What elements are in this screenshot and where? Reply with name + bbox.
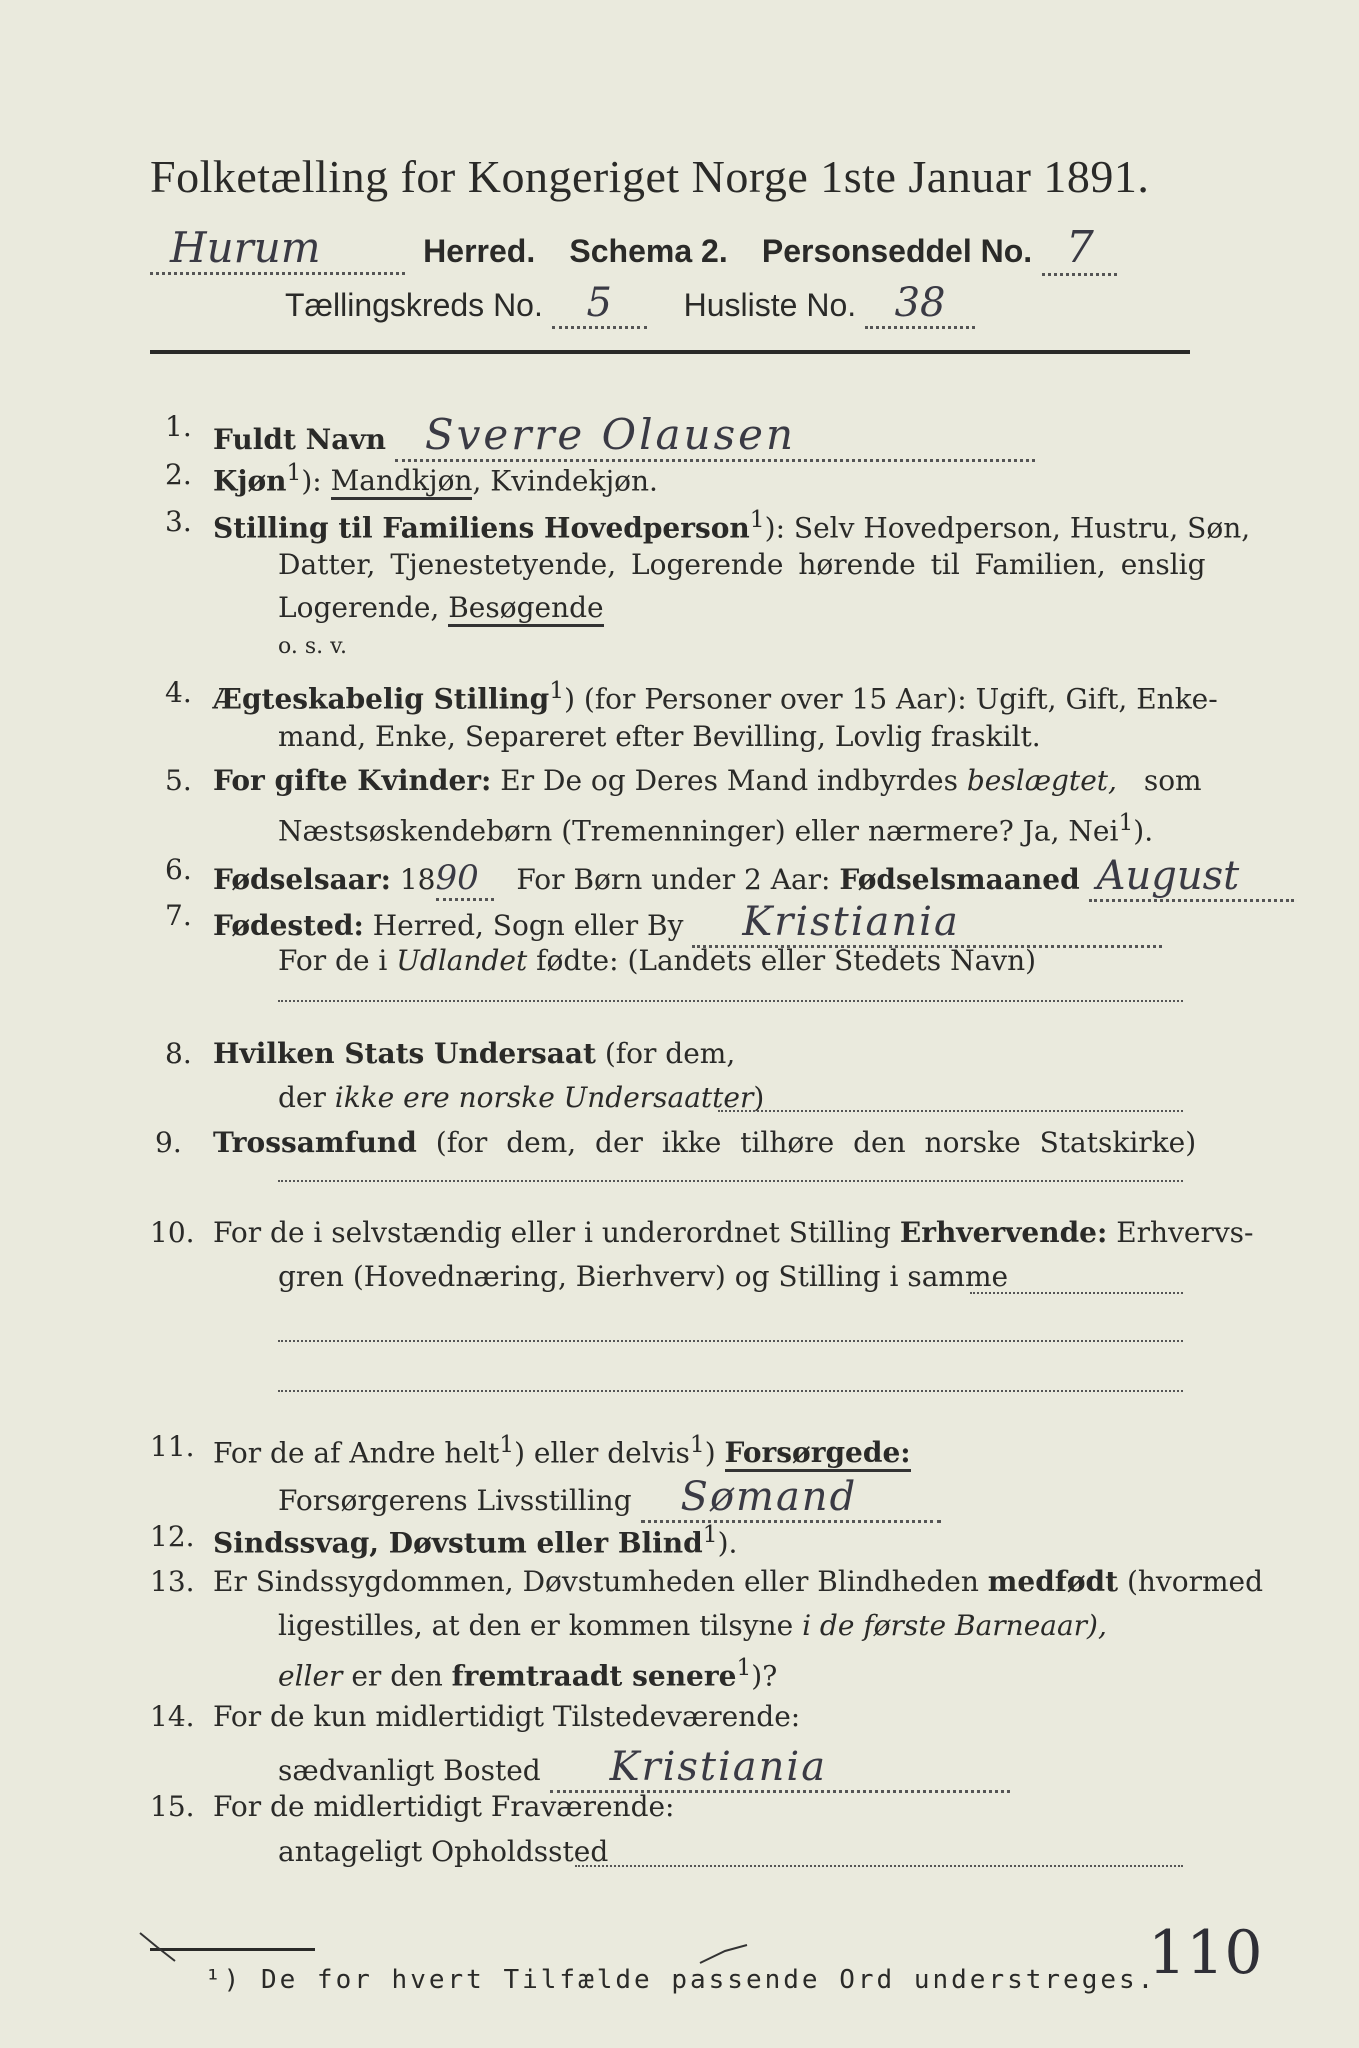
- item-number: 6.: [165, 853, 192, 886]
- q8-citizenship: Hvilken Stats Undersaat (for dem,: [213, 1037, 736, 1070]
- q3-family-position: Stilling til Familiens Hovedperson$^1$): Selv Hovedperson, Hustru, Søn,: [213, 505, 1251, 545]
- gender-selected: Mandkjøn: [331, 464, 473, 500]
- blank-line: [278, 1390, 1183, 1392]
- q5-married-women: For gifte Kvinder: Er De og Deres Mand indbyrdes beslægtet, som: [213, 764, 1202, 797]
- kreds-label: Tællingskreds No.: [285, 287, 543, 323]
- birthplace-value: Kristiania: [742, 899, 960, 945]
- blank-line: [575, 1865, 1183, 1867]
- schema-label: Schema 2.: [569, 233, 728, 269]
- blank-line: [970, 1292, 1183, 1294]
- item-number: 15.: [150, 1790, 195, 1823]
- blank-line: [278, 1000, 1183, 1002]
- pen-mark-icon: [695, 1935, 755, 1970]
- blank-line: [718, 1110, 1183, 1112]
- item-number: 14.: [150, 1700, 195, 1733]
- kreds-value: 5: [586, 280, 612, 326]
- supporter-occupation-value: Sømand: [680, 1474, 858, 1520]
- herred-value: Hurum: [170, 223, 321, 272]
- item-number: 9.: [155, 1126, 182, 1159]
- q6-birth-year: Fødselsaar: 1890 For Børn under 2 Aar: Fødselsmaaned August: [213, 853, 1294, 902]
- q14-temporary-present: For de kun midlertidigt Tilstedeværende:: [213, 1700, 801, 1733]
- item-number: 3.: [165, 505, 192, 538]
- item-number: 8.: [165, 1037, 192, 1070]
- personseddel-label: Personseddel No.: [761, 233, 1033, 269]
- header-row-2: [285, 280, 975, 329]
- husliste-label: Husliste No.: [683, 287, 857, 323]
- q2-gender: Kjøn$^1$): Mandkjøn, Kvindekjøn.: [213, 458, 658, 497]
- blank-line: [278, 1180, 1183, 1182]
- item-number: 4.: [165, 676, 192, 709]
- item-number: 12.: [150, 1520, 195, 1553]
- q15-temporary-absent: For de midlertidigt Fraværende:: [213, 1790, 675, 1823]
- usual-residence-value: Kristiania: [609, 1744, 828, 1790]
- item-number: 11.: [150, 1430, 195, 1463]
- q12-disability: Sindssvag, Døvstum eller Blind$^1$).: [213, 1520, 738, 1560]
- footnote: ¹) De for hvert Tilfælde passende Ord understreges.: [205, 1965, 1157, 1995]
- q7-birthplace: Fødested: Herred, Sogn eller By Kristiania: [213, 899, 1162, 948]
- item-number: 13.: [150, 1565, 195, 1598]
- name-value: Sverre Olausen: [424, 410, 797, 459]
- herred-label: Herred.: [423, 233, 536, 269]
- birth-year-value: 90: [435, 858, 479, 898]
- item-number: 2.: [165, 458, 192, 491]
- item-number: 5.: [165, 764, 192, 797]
- form-title: Folketælling for Kongeriget Norge 1ste Januar 1891.: [150, 151, 1150, 202]
- blank-line: [278, 1340, 1183, 1342]
- corner-page-number: 110: [1148, 1918, 1263, 1988]
- item-number: 7.: [165, 899, 192, 932]
- husliste-value: 38: [894, 280, 946, 326]
- item-number: 1.: [165, 410, 192, 443]
- family-position-selected: Besøgende: [448, 591, 603, 627]
- q13-congenital: Er Sindssygdommen, Døvstumheden eller Blindheden medfødt (hvormed: [213, 1565, 1263, 1598]
- q4-marital-status: Ægteskabelig Stilling$^1$) (for Personer over 15 Aar): Ugift, Gift, Enke-: [213, 676, 1218, 716]
- header-row-1: [150, 222, 1117, 276]
- personseddel-value: 7: [1065, 222, 1094, 273]
- q10-occupation: For de i selvstændig eller i underordnet Stilling Erhvervende: Erhvervs-: [213, 1216, 1254, 1249]
- item-number: 10.: [150, 1216, 195, 1249]
- q11-supported: For de af Andre helt$^1$) eller delvis$^1$) Forsørgede:: [213, 1430, 911, 1469]
- birth-month-value: August: [1096, 853, 1240, 899]
- census-form-page: Folketælling for Kongeriget Norge 1ste Januar 1891. Hurum Herred. Schema 2. Personseddel No. 7 Tællingskreds No. 5 Husliste No. 38 1. Fuldt Navn Sverre Olausen 2. Kjøn$^1$): Mandkjøn, Kvindekjøn. 3. Stilling til Familiens Hovedperson$^1$): Selv Hovedperson, Hustru, Søn, Datter, Tjenestetyende, Logerende hørende til Familien, enslig Logerende, Besøgende o. s. v. 4. Ægteskabelig Stilling$^1$) (for Personer over 15 Aar): Ugift, Gift, Enke- mand, Enke, Separeret efter Bevilling, Lovlig fraskilt. 5. For gifte Kvinder: Er De og Deres Mand indbyrdes beslægtet, som Næstsøskendebørn (Tremenninger) eller nærmere? Ja, Nei$^1$). 6. Fødselsaar: 1890 For Børn under 2 Aar: Fødselsmaaned August 7. Fødested: Herred, Sogn eller By Kristiania For de i Udlandet fødte: (Landets eller Stedets Navn) 8. Hvilken Stats Undersaat (for dem, der ikke ere norske Undersaatter) 9. Trossamfund (for dem, der ikke tilhøre den norske Statskirke) 10. For de i selvstændig eller i underordnet Stilling Erhvervende: Erhvervs- gren (Hovednæring, Bierhverv) og Stilling i samme 11. For de af Andre helt$^1$) eller delvis$^1$) Forsørgede: Forsørgerens Livsstilling Sømand 12. Sindssvag, Døvstum eller Blind$^1$). 13. Er Sindssygdommen, Døvstumheden eller Blindheden medfødt (hvormed ligestilles, at den er kommen tilsyne i de første Barneaar), eller er den fremtraadt senere$^1$)? 14. For de kun midlertidigt Tilstedeværende: sædvanligt Bosted Kristiania 15. For de midlertidigt Fraværende: antageligt Opholdssted ¹) De for hvert Tilfælde passende Ord understreges. 110: [0, 0, 1359, 2048]
- header-rule: [150, 350, 1190, 354]
- q1-full-name: Fuldt Navn Sverre Olausen: [213, 410, 1035, 462]
- q9-religion: Trossamfund (for dem, der ikke tilhøre den norske Statskirke): [213, 1126, 1197, 1159]
- pen-mark-icon: [135, 1925, 185, 1965]
